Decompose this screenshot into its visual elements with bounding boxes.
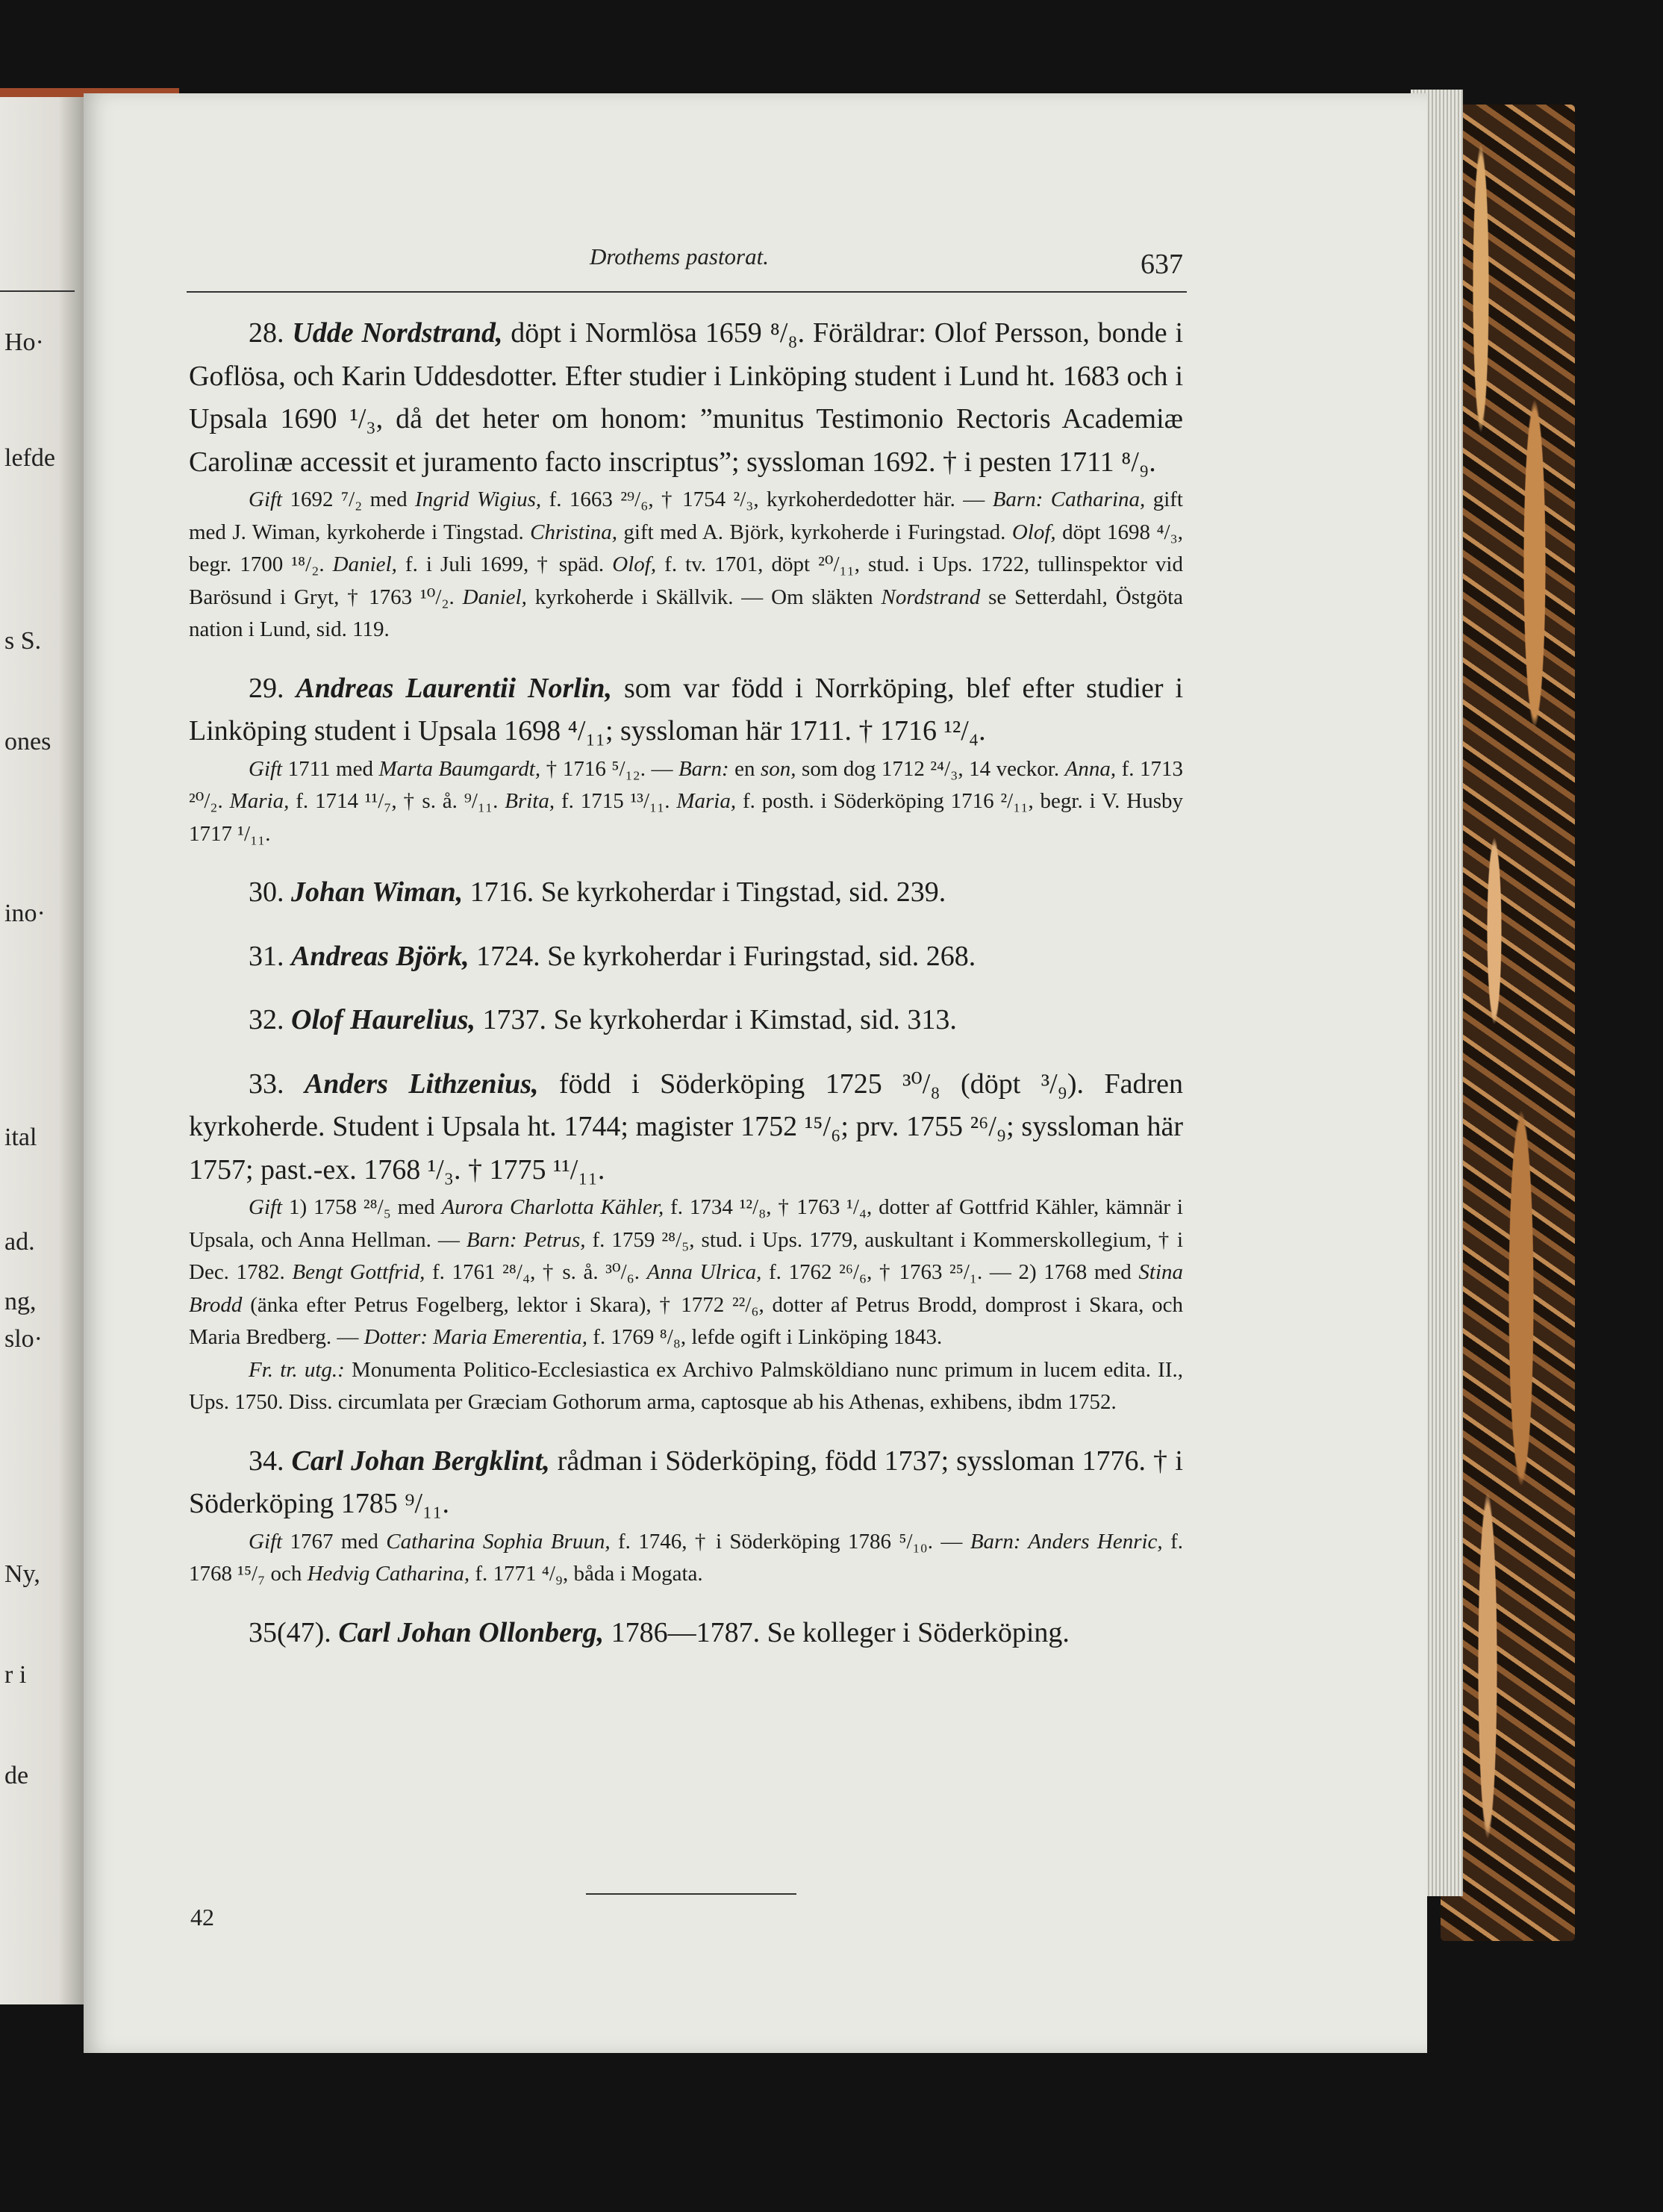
printer-signature: 42 xyxy=(190,1904,214,1931)
entry-gap xyxy=(189,1042,1183,1063)
entry xyxy=(189,1440,1183,1591)
note-text: f. posth. i Söderköping 1716 ²/₁₁, begr. i V. Husby 1717 ¹/₁₁. xyxy=(189,789,1183,846)
entry xyxy=(189,871,1183,915)
left-fragment: ital xyxy=(4,1124,37,1151)
person-name: Johan Wiman, xyxy=(291,876,464,908)
note-italic-text: Marta Baumgardt, xyxy=(378,756,541,781)
entry-text: född i Söderköping 1725 ³⁰/₈ (döpt ³/₉). Fadren kyrkoherde. Student i Upsala ht. 1744; magister 1752 ¹⁵/₆; prv. 1755 ²⁶/₉; syssloman här 1757; past.-ex. 1768 ¹/₃. † 1775 ¹¹/₁₁. xyxy=(189,1068,1183,1186)
note-text: f. 1734 ¹²/₈, † 1763 ¹/₄, dotter af Gottfrid Kähler, kämnär i Upsala, och Anna Hellman. — xyxy=(189,1195,1183,1252)
person-name: Olof Haurelius, xyxy=(291,1004,476,1035)
entry xyxy=(189,667,1183,851)
note-italic-text: Barn: Anders Henric, xyxy=(970,1529,1163,1554)
left-fragment: Ho· xyxy=(4,328,44,356)
note-italic-text: son, xyxy=(761,756,796,781)
entry-text: 1716. Se kyrkoherdar i Tingstad, sid. 239. xyxy=(463,876,946,908)
entry-note xyxy=(189,1354,1183,1419)
note-italic-text: Gift xyxy=(249,1529,283,1554)
note-italic-text: Hedvig Catharina, xyxy=(307,1562,470,1586)
note-italic-text: Gift xyxy=(249,756,283,781)
left-fragment: s S. xyxy=(4,627,42,655)
entry xyxy=(189,1063,1183,1419)
entry-gap xyxy=(189,1591,1183,1612)
note-text: f. 1759 ²⁸/₅, stud. i Ups. 1779, auskultant i Kommerskollegium, † i Dec. 1782. xyxy=(189,1227,1184,1284)
note-text: f. 1663 ²⁹/₆, † 1754 ²/₃, kyrkoherdedotter här. — xyxy=(541,487,993,511)
note-text: gift med J. Wiman, kyrkoherde i Tingstad. xyxy=(189,487,1183,544)
left-fragment: lefde xyxy=(4,444,55,472)
entry-gap xyxy=(189,1419,1183,1440)
entry-main-text xyxy=(189,1440,1183,1526)
entry-text: 31. xyxy=(249,940,291,972)
note-text: f. 1769 ⁸/₈, lefde ogift i Linköping 1843. xyxy=(587,1325,943,1349)
note-italic-text: Olof, xyxy=(1011,520,1056,544)
entry-text: 29. xyxy=(249,672,296,704)
note-italic-text: Bengt Gottfrid, xyxy=(292,1260,425,1284)
end-rule xyxy=(586,1893,796,1895)
note-text: 1767 med xyxy=(282,1529,387,1554)
note-italic-text: Daniel, xyxy=(332,552,397,576)
entry-main-text xyxy=(189,935,1183,979)
entry-text: 34. xyxy=(249,1445,292,1477)
note-italic-text: Nordstrand xyxy=(881,585,981,609)
note-text: en xyxy=(728,756,761,781)
note-text: 1711 med xyxy=(282,756,379,781)
left-fragment: de xyxy=(4,1762,29,1789)
note-italic-text: Barn: Catharina, xyxy=(992,487,1146,511)
header-rule xyxy=(187,291,1187,293)
text-column xyxy=(189,312,1183,1654)
note-italic-text: Barn: Petrus, xyxy=(466,1227,586,1252)
note-text: f. 1771 ⁴/₉, båda i Mogata. xyxy=(469,1562,703,1586)
entry-main-text xyxy=(189,667,1183,753)
note-italic-text: Daniel, xyxy=(462,585,527,609)
left-fragment: ones xyxy=(4,728,52,755)
entry-text: döpt i Normlösa 1659 ⁸/₈. Föräldrar: Olof Persson, bonde i Goflösa, och Karin Uddesdotter. Efter studier i Linköping student i Lund ht. 1683 och i Upsala 1690 ¹/₃, då det heter om honom: ”munitus Testimonio Rectoris Academiæ Carolinæ accessit et juramento facto inscriptus”; syssloman 1692. † i pesten 1711 ⁸/₉. xyxy=(189,317,1183,478)
entry-gap xyxy=(189,850,1183,871)
running-title: Drothems pastorat. xyxy=(590,243,769,270)
note-text: 1) 1758 ²⁸/₅ med xyxy=(282,1195,442,1219)
note-text: f. 1715 ¹³/₁₁. xyxy=(555,789,677,813)
left-fragment: ino· xyxy=(4,900,46,927)
left-fragment: ad. xyxy=(4,1228,35,1256)
left-page-rule xyxy=(0,290,75,292)
note-text: kyrkoherde i Skällvik. — Om släkten xyxy=(526,585,882,609)
entry-text: som var född i Norrköping, blef efter studier i Linköping student i Upsala 1698 ⁴/₁₁; syssloman här 1711. † 1716 ¹²/₄. xyxy=(189,672,1184,747)
entry xyxy=(189,312,1183,647)
entry xyxy=(189,1612,1183,1655)
note-italic-text: Maria, xyxy=(676,789,737,813)
entry-text: 32. xyxy=(249,1004,291,1035)
note-italic-text: Christina, xyxy=(530,520,618,544)
note-italic-text: Anna, xyxy=(1064,756,1117,781)
entry-text: 30. xyxy=(249,876,291,908)
entry-gap xyxy=(189,915,1183,935)
entry-main-text xyxy=(189,871,1183,915)
note-text: f. 1762 ²⁶/₆, † 1763 ²⁵/₁. — 2) 1768 med xyxy=(761,1260,1139,1284)
left-fragment: Ny, xyxy=(4,1560,40,1588)
entry-main-text xyxy=(189,1063,1183,1192)
note-italic-text: Gift xyxy=(249,487,283,511)
note-italic-text: Anna Ulrica, xyxy=(646,1260,762,1284)
entry-gap xyxy=(189,647,1183,667)
person-name: Udde Nordstrand, xyxy=(292,317,503,349)
entry-text: 1786—1787. Se kolleger i Söderköping. xyxy=(604,1616,1070,1648)
note-italic-text: Fr. tr. utg.: xyxy=(249,1357,345,1382)
entry-note xyxy=(189,1191,1183,1354)
note-italic-text: Dotter: Maria Emerentia, xyxy=(364,1325,587,1349)
note-text: Monumenta Politico-Ecclesiastica ex Archivo Palmsköldiano nunc primum in lucem edita. II., Ups. 1750. Diss. circumlata per Græciam Gothorum arma, captosque ab his Athenas, exhibens, ibdm 1752. xyxy=(189,1357,1183,1414)
note-text: 1692 ⁷/₂ med xyxy=(282,487,416,511)
left-page-text-fragments xyxy=(0,0,84,2212)
note-italic-text: Aurora Charlotta Kähler, xyxy=(441,1195,664,1219)
note-text: döpt 1698 ⁴/₃, begr. 1700 ¹⁸/₂. xyxy=(189,520,1183,576)
note-italic-text: Ingrid Wigius, xyxy=(415,487,542,511)
page-number: 637 xyxy=(1141,249,1183,280)
note-italic-text: Brita, xyxy=(505,789,555,813)
note-text: gift med A. Björk, kyrkoherde i Furingstad. xyxy=(617,520,1012,544)
entry-main-text xyxy=(189,999,1183,1042)
note-text: † 1716 ⁵/₁₂. — xyxy=(540,756,678,781)
entry-text: 1724. Se kyrkoherdar i Furingstad, sid. 268. xyxy=(469,940,976,972)
entry-gap xyxy=(189,978,1183,999)
entry xyxy=(189,999,1183,1042)
entry-text: 28. xyxy=(249,317,293,349)
left-fragment: r i xyxy=(4,1661,27,1689)
entry-note xyxy=(189,484,1183,647)
note-italic-text: Gift xyxy=(249,1195,283,1219)
note-text: f. i Juli 1699, † späd. xyxy=(396,552,613,576)
note-text: f. 1761 ²⁸/₄, † s. å. ³⁰/₆. xyxy=(425,1260,647,1284)
note-italic-text: Stina Brodd xyxy=(189,1260,1184,1317)
entry-note xyxy=(189,1526,1183,1591)
note-text: f. 1713 ²⁰/₂. xyxy=(189,756,1183,813)
person-name: Anders Lithzenius, xyxy=(304,1068,539,1100)
note-text: f. 1714 ¹¹/₇, † s. å. ⁹/₁₁. xyxy=(289,789,505,813)
note-italic-text: Olof, xyxy=(612,552,657,576)
note-text: f. 1768 ¹⁵/₇ och xyxy=(189,1529,1183,1586)
entry-text: 33. xyxy=(249,1068,305,1100)
note-text: se Setterdahl, Östgöta nation i Lund, sid. 119. xyxy=(189,585,1183,641)
person-name: Andreas Laurentii Norlin, xyxy=(296,672,613,704)
note-text: f. tv. 1701, döpt ²⁰/₁₁, stud. i Ups. 1722, tullinspektor vid Barösund i Gryt, † 1763 ¹⁰/₂. xyxy=(189,552,1183,609)
left-fragment: slo· xyxy=(4,1325,43,1353)
note-italic-text: Barn: xyxy=(678,756,729,781)
note-text: f. 1746, † i Söderköping 1786 ⁵/₁₀. — xyxy=(610,1529,970,1554)
entry-text: 1737. Se kyrkoherdar i Kimstad, sid. 313. xyxy=(475,1004,957,1035)
entry-text: rådman i Söderköping, född 1737; syssloman 1776. † i Söderköping 1785 ⁹/₁₁. xyxy=(189,1445,1183,1519)
person-name: Carl Johan Ollonberg, xyxy=(338,1616,605,1648)
note-text: som dog 1712 ²⁴/₃, 14 veckor. xyxy=(796,756,1065,781)
entry-note xyxy=(189,753,1183,851)
entry-text: 35(47). xyxy=(249,1616,339,1648)
entry-main-text xyxy=(189,312,1183,484)
person-name: Carl Johan Bergklint, xyxy=(291,1445,550,1477)
note-text: (änka efter Petrus Fogelberg, lektor i Skara), † 1772 ²²/₆, dotter af Petrus Brodd, domprost i Skara, och Maria Bredberg. — xyxy=(189,1292,1183,1349)
person-name: Andreas Björk, xyxy=(291,940,469,972)
note-italic-text: Catharina Sophia Bruun, xyxy=(386,1529,611,1554)
entry xyxy=(189,935,1183,979)
note-italic-text: Maria, xyxy=(229,789,290,813)
left-fragment: ng, xyxy=(4,1288,37,1315)
entry-main-text xyxy=(189,1612,1183,1655)
page-header xyxy=(187,240,1191,285)
